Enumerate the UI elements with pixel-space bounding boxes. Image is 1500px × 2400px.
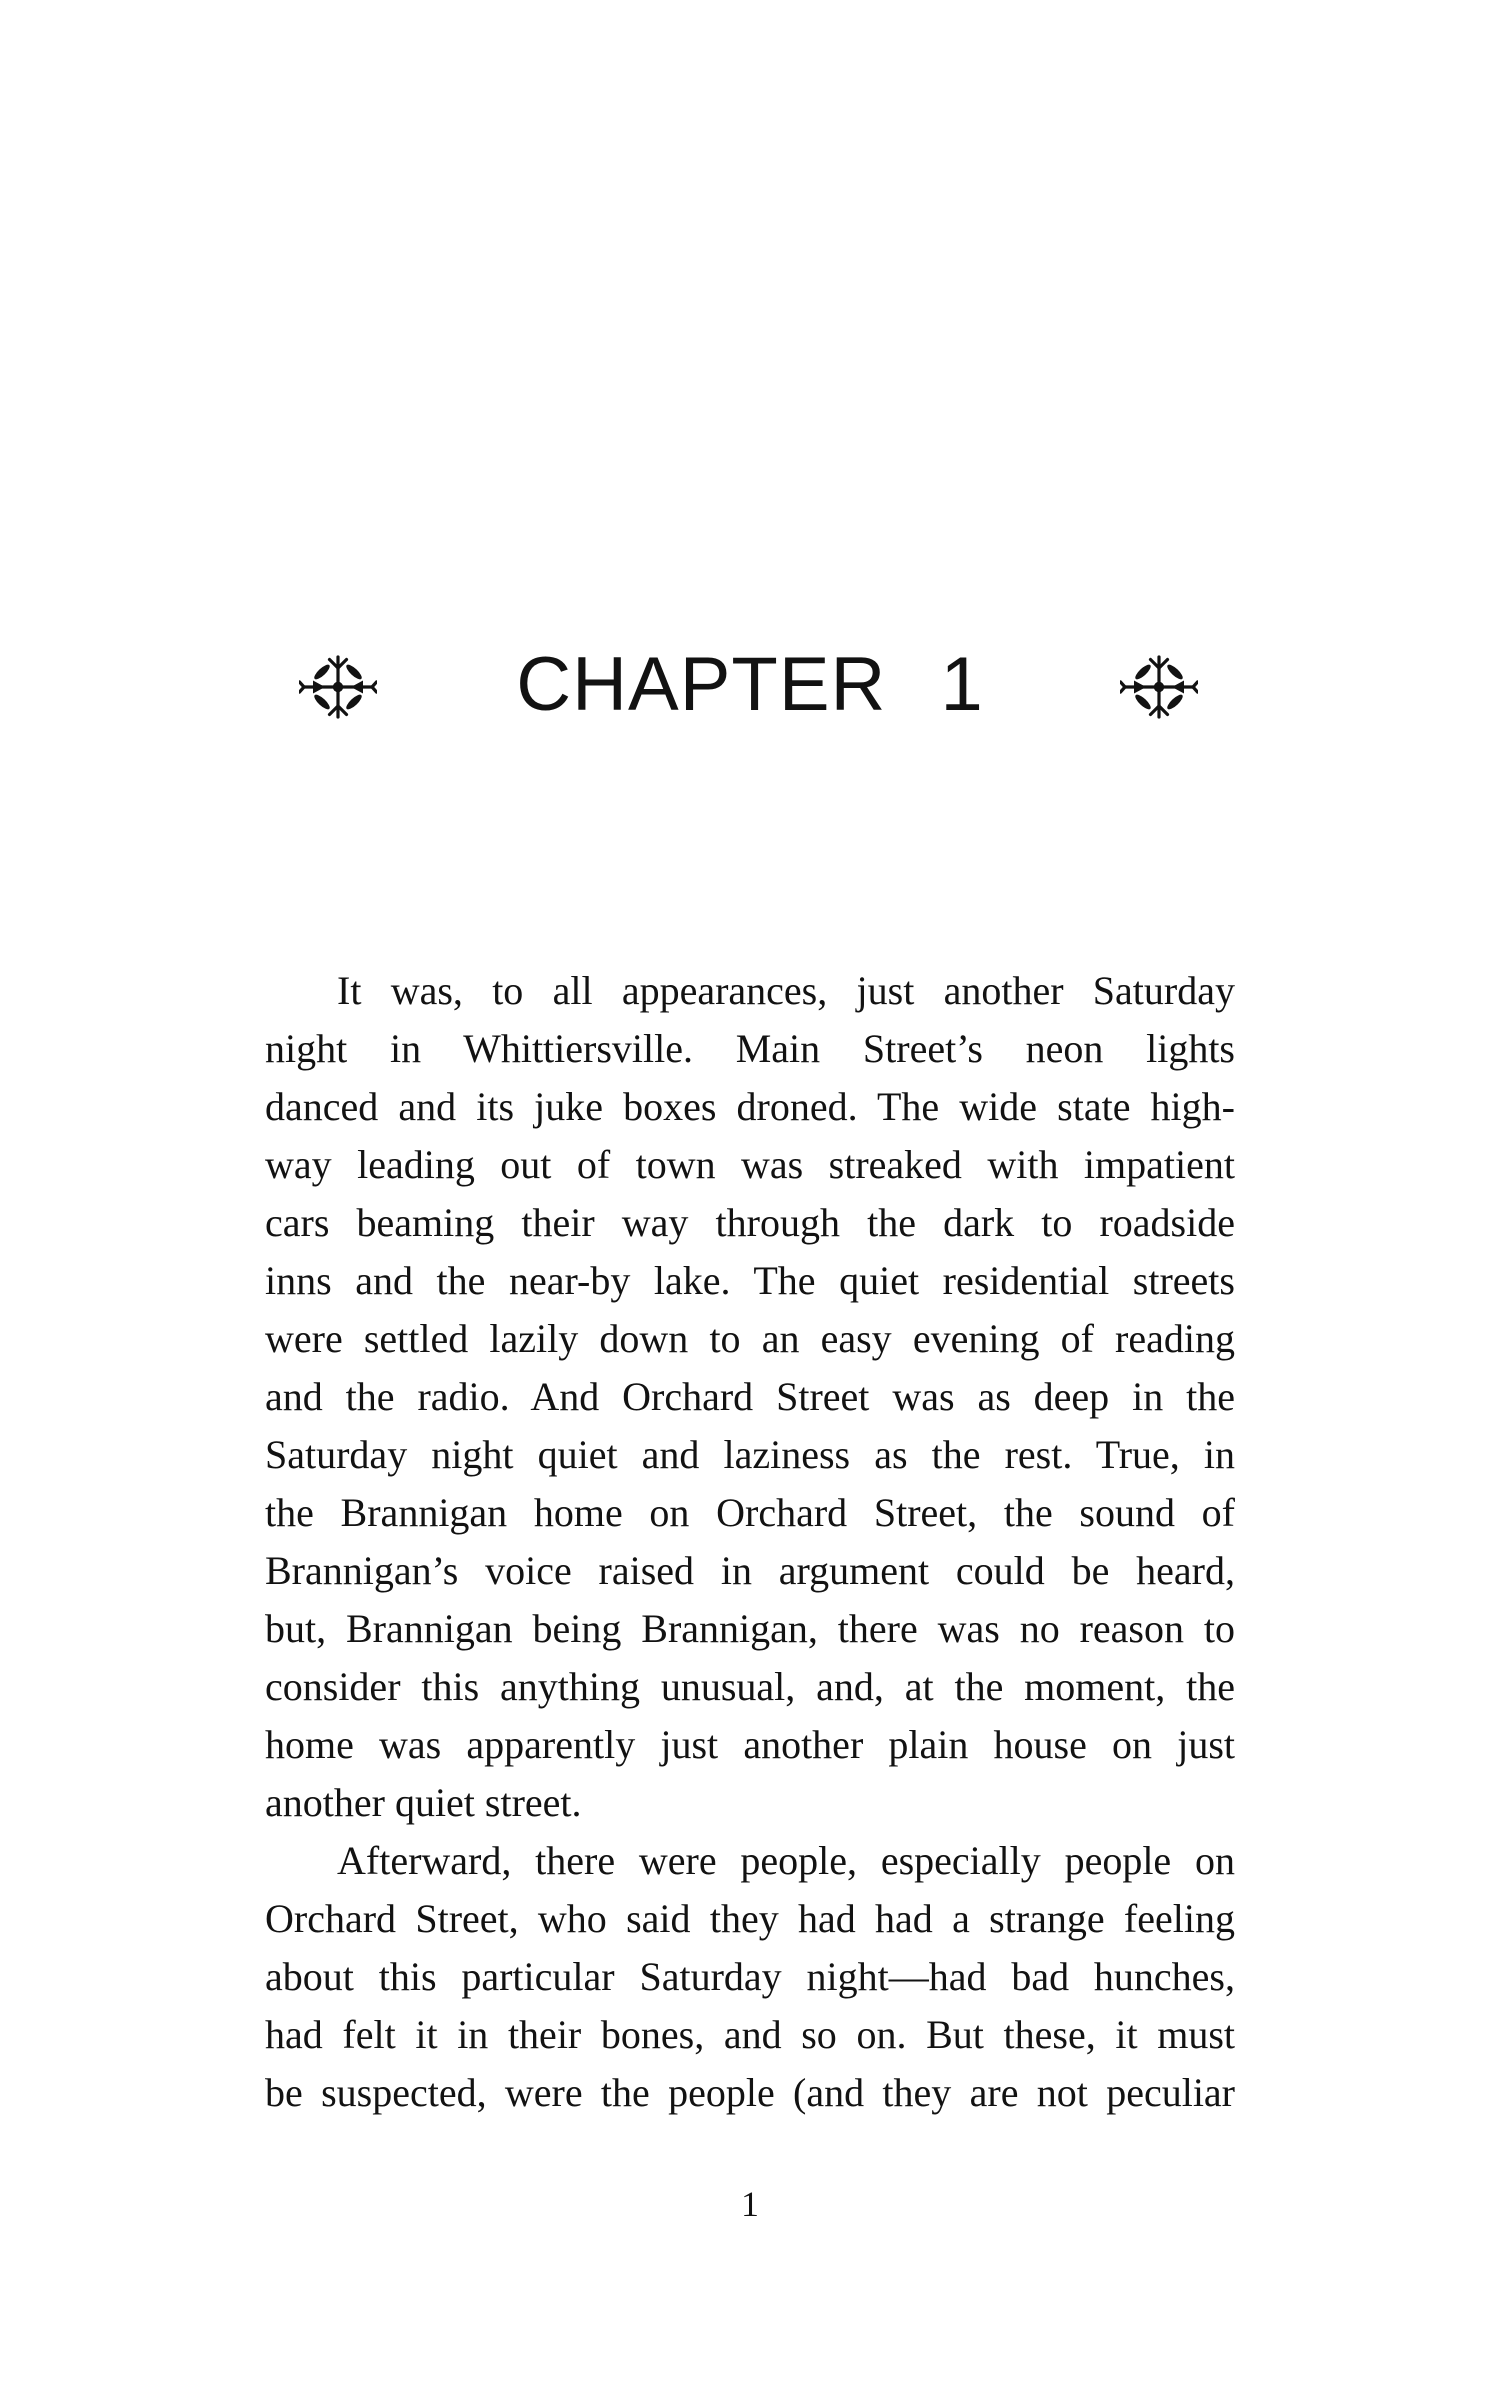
text-line: another quiet street.: [265, 1780, 582, 1825]
text-line: about this particular Saturday night—had bad hunches,: [265, 1954, 1235, 1999]
text-line: Orchard Street, who said they had had a strange feeling: [265, 1896, 1235, 1941]
paragraph: [265, 962, 1235, 1832]
text-line: and the radio. And Orchard Street was as deep in the: [265, 1374, 1235, 1419]
text-line: be suspected, were the people (and they are not peculiar: [265, 2070, 1235, 2115]
chapter-title: CHAPTER 1: [516, 642, 984, 727]
text-line: the Brannigan home on Orchard Street, the sound of: [265, 1490, 1235, 1535]
text-line: It was, to all appearances, just another Saturday: [337, 968, 1235, 1013]
snowflake-icon: [1120, 654, 1198, 720]
text-line: home was apparently just another plain house on just: [265, 1722, 1235, 1767]
text-line: had felt it in their bones, and so on. But these, it must: [265, 2012, 1235, 2057]
text-line: were settled lazily down to an easy evening of reading: [265, 1316, 1235, 1361]
text-line: Brannigan’s voice raised in argument could be heard,: [265, 1548, 1235, 1593]
text-line: way leading out of town was streaked with impatient: [265, 1142, 1235, 1187]
text-line: inns and the near-by lake. The quiet residential streets: [265, 1258, 1235, 1303]
text-line: night in Whittiersville. Main Street’s neon lights: [265, 1026, 1235, 1071]
text-line: Afterward, there were people, especially people on: [337, 1838, 1235, 1883]
text-line: but, Brannigan being Brannigan, there was no reason to: [265, 1606, 1235, 1651]
page-number: 1: [741, 2184, 759, 2224]
text-line: consider this anything unusual, and, at the moment, the: [265, 1664, 1235, 1709]
text-line: cars beaming their way through the dark to roadside: [265, 1200, 1235, 1245]
paragraph: [265, 1832, 1235, 2122]
body-text: [265, 962, 1235, 2122]
text-line: danced and its juke boxes droned. The wide state high-: [265, 1084, 1235, 1129]
text-line: Saturday night quiet and laziness as the rest. True, in: [265, 1432, 1235, 1477]
